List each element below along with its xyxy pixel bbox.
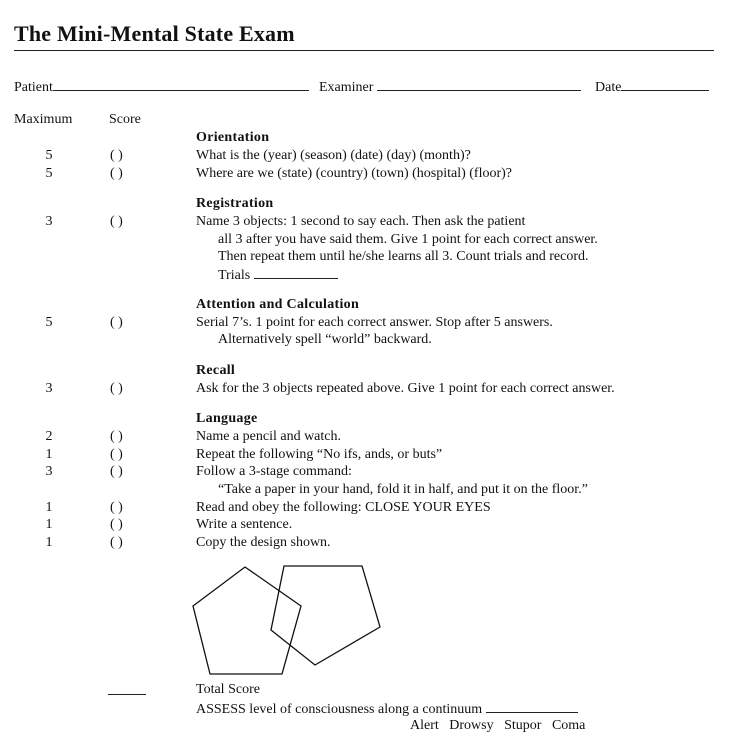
page-title: The Mini-Mental State Exam bbox=[14, 21, 295, 46]
title-rule bbox=[14, 50, 714, 51]
orientation-item-2: Where are we (state) (country) (town) (hospital) (floor)? bbox=[196, 166, 513, 181]
recall-score[interactable]: ( ) bbox=[110, 381, 123, 396]
orientation-max-1: 5 bbox=[45, 148, 53, 163]
attention-line-2: Alternatively spell “world” backward. bbox=[218, 332, 432, 347]
trials-label: Trials bbox=[218, 268, 251, 283]
trials-field bbox=[218, 266, 338, 284]
examiner-blank[interactable] bbox=[377, 78, 581, 91]
intersecting-pentagons-figure bbox=[188, 562, 388, 682]
registration-line-3: Then repeat them until he/she learns all 3. Count trials and record. bbox=[218, 249, 589, 264]
registration-score[interactable]: ( ) bbox=[110, 214, 123, 229]
date-blank[interactable] bbox=[621, 78, 709, 91]
language-score-6[interactable]: ( ) bbox=[110, 535, 123, 550]
level-alert[interactable]: Alert bbox=[410, 718, 439, 733]
trials-blank[interactable] bbox=[254, 266, 338, 279]
maximum-column-header: Maximum bbox=[14, 112, 73, 127]
language-item-1: Name a pencil and watch. bbox=[196, 429, 341, 444]
attention-line-1: Serial 7’s. 1 point for each correct answer. Stop after 5 answers. bbox=[196, 315, 553, 330]
orientation-max-2: 5 bbox=[45, 166, 53, 181]
attention-max: 5 bbox=[45, 315, 53, 330]
pentagon-left bbox=[193, 567, 301, 674]
total-score-blank[interactable] bbox=[108, 682, 146, 695]
assess-label: ASSESS level of consciousness along a continuum bbox=[196, 702, 483, 717]
level-coma[interactable]: Coma bbox=[551, 718, 586, 733]
recall-line-1: Ask for the 3 objects repeated above. Give 1 point for each correct answer. bbox=[196, 381, 615, 396]
language-item-5: Write a sentence. bbox=[196, 517, 293, 532]
attention-score[interactable]: ( ) bbox=[110, 315, 123, 330]
level-drowsy[interactable]: Drowsy bbox=[449, 718, 494, 733]
assess-blank[interactable] bbox=[486, 700, 578, 713]
language-score-2[interactable]: ( ) bbox=[110, 447, 123, 462]
orientation-score-2[interactable]: ( ) bbox=[110, 166, 123, 181]
patient-field bbox=[14, 78, 309, 96]
language-max-2: 1 bbox=[45, 447, 53, 462]
assess-field bbox=[196, 700, 578, 718]
language-score-3[interactable]: ( ) bbox=[110, 464, 123, 479]
total-score-field bbox=[108, 682, 146, 700]
language-score-1[interactable]: ( ) bbox=[110, 429, 123, 444]
attention-heading: Attention and Calculation bbox=[196, 297, 360, 312]
registration-line-2: all 3 after you have said them. Give 1 point for each correct answer. bbox=[218, 232, 598, 247]
orientation-item-1: What is the (year) (season) (date) (day) (month)? bbox=[196, 148, 471, 163]
consciousness-levels bbox=[410, 718, 585, 734]
level-stupor[interactable]: Stupor bbox=[504, 718, 542, 733]
orientation-heading: Orientation bbox=[196, 130, 270, 145]
patient-label: Patient bbox=[14, 80, 53, 95]
language-max-4: 1 bbox=[45, 500, 53, 515]
language-item-4: Read and obey the following: CLOSE YOUR EYES bbox=[196, 500, 491, 515]
orientation-score-1[interactable]: ( ) bbox=[110, 148, 123, 163]
examiner-field bbox=[319, 78, 581, 96]
language-item-6: Copy the design shown. bbox=[196, 535, 331, 550]
language-item-3: Follow a 3-stage command: bbox=[196, 464, 352, 479]
registration-max: 3 bbox=[45, 214, 53, 229]
command-text: “Take a paper in your hand, fold it in half, and put it on the floor.” bbox=[218, 482, 588, 497]
recall-max: 3 bbox=[45, 381, 53, 396]
language-max-3: 3 bbox=[45, 464, 53, 479]
language-heading: Language bbox=[196, 411, 258, 426]
language-score-4[interactable]: ( ) bbox=[110, 500, 123, 515]
language-max-6: 1 bbox=[45, 535, 53, 550]
language-max-5: 1 bbox=[45, 517, 53, 532]
patient-blank[interactable] bbox=[53, 78, 309, 91]
examiner-label: Examiner bbox=[319, 80, 374, 95]
date-field bbox=[595, 78, 709, 96]
recall-heading: Recall bbox=[196, 363, 236, 378]
registration-heading: Registration bbox=[196, 196, 274, 211]
date-label: Date bbox=[595, 80, 622, 95]
language-score-5[interactable]: ( ) bbox=[110, 517, 123, 532]
language-max-1: 2 bbox=[45, 429, 53, 444]
score-column-header: Score bbox=[109, 112, 141, 127]
registration-line-1: Name 3 objects: 1 second to say each. Then ask the patient bbox=[196, 214, 526, 229]
pentagon-right bbox=[271, 566, 380, 665]
language-item-2: Repeat the following “No ifs, ands, or buts” bbox=[196, 447, 443, 462]
total-score-label: Total Score bbox=[196, 682, 260, 697]
